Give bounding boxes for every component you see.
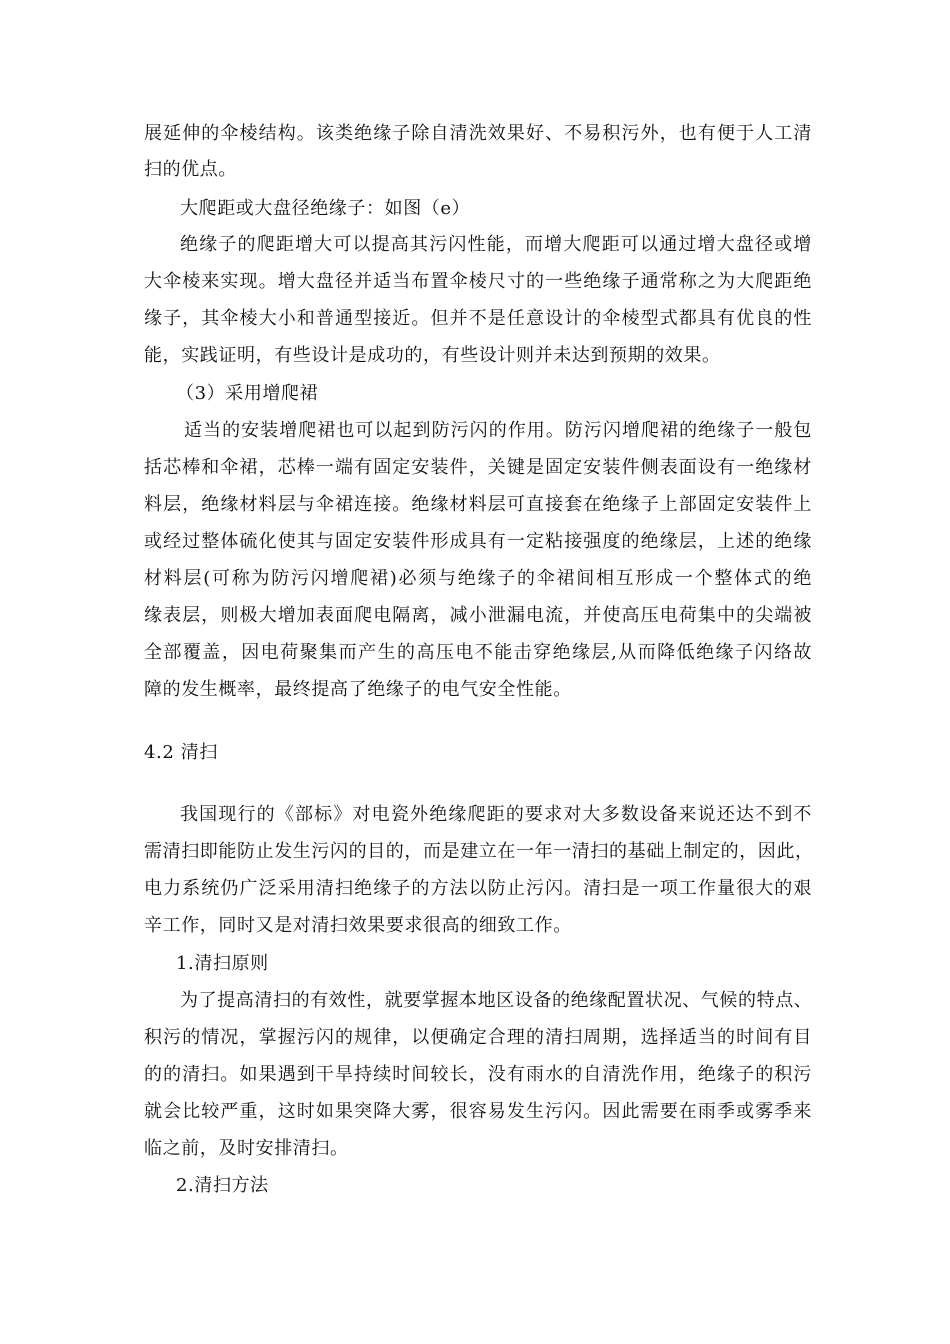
paragraph-line: 扫的优点。 (144, 159, 237, 180)
paragraph-line: 料层，绝缘材料层与伞裙连接。绝缘材料层可直接套在绝缘子上部固定安装件上 (144, 494, 812, 515)
paragraph-line: 展延伸的伞棱结构。该类绝缘子除自清洗效果好、不易积污外，也有便于人工清 (144, 123, 812, 144)
paragraph-line: 我国现行的《部标》对电瓷外绝缘爬距的要求对大多数设备来说还达不到不 (180, 804, 812, 825)
paragraph-line: 绝缘子的爬距增大可以提高其污闪性能，而增大爬距可以通过增大盘径或增 (180, 234, 812, 255)
paragraph-line: 适当的安装增爬裙也可以起到防污闪的作用。防污闪增爬裙的绝缘子一般包 (184, 420, 812, 441)
paragraph-line: 辛工作，同时又是对清扫效果要求很高的细致工作。 (144, 915, 572, 936)
paragraph-line: 障的发生概率，最终提高了绝缘子的电气安全性能。 (144, 679, 572, 700)
paragraph-line: 缘子，其伞棱大小和普通型接近。但并不是任意设计的伞棱型式都具有优良的性 (144, 308, 812, 329)
paragraph-line: 能，实践证明，有些设计是成功的，有些设计则并未达到预期的效果。 (144, 345, 721, 366)
paragraph-line: 缘表层，则极大增加表面爬电隔离，减小泄漏电流，并使高压电荷集中的尖端被 (144, 605, 812, 626)
paragraph-line: 或经过整体硫化使其与固定安装件形成具有一定粘接强度的绝缘层，上述的绝缘 (144, 531, 812, 552)
section-heading: 4.2 清扫 (144, 742, 218, 763)
subheading-cleaning-principle: 1.清扫原则 (176, 953, 269, 974)
paragraph-line: 的的清扫。如果遇到干旱持续时间较长，没有雨水的自清洗作用，绝缘子的积污 (144, 1064, 812, 1085)
paragraph-line: 临之前，及时安排清扫。 (144, 1138, 349, 1159)
paragraph-line: 全部覆盖，因电荷聚集而产生的高压电不能击穿绝缘层,从而降低绝缘子闪络故 (144, 642, 812, 663)
paragraph-line: 材料层(可称为防污闪增爬裙)必须与绝缘子的伞裙间相互形成一个整体式的绝 (144, 568, 812, 589)
paragraph-line: 积污的情况，掌握污闪的规律，以便确定合理的清扫周期，选择适当的时间有目 (144, 1027, 812, 1048)
subheading-booster-shed: （3）采用增爬裙 (176, 383, 319, 404)
paragraph-line: 括芯棒和伞裙，芯棒一端有固定安装件，关键是固定安装件侧表面设有一绝缘材 (144, 457, 812, 478)
paragraph-line: 电力系统仍广泛采用清扫绝缘子的方法以防止污闪。清扫是一项工作量很大的艰 (144, 878, 812, 899)
paragraph-line: 为了提高清扫的有效性，就要掌握本地区设备的绝缘配置状况、气候的特点、 (180, 990, 813, 1011)
paragraph-line: 需清扫即能防止发生污闪的目的，而是建立在一年一清扫的基础上制定的，因此， (144, 841, 814, 862)
paragraph-line: 就会比较严重，这时如果突降大雾，很容易发生污闪。因此需要在雨季或雾季来 (144, 1101, 812, 1122)
paragraph-line: 大伞棱来实现。增大盘径并适当布置伞棱尺寸的一些绝缘子通常称之为大爬距绝 (144, 271, 812, 292)
subheading-large-creepage: 大爬距或大盘径绝缘子：如图（e） (180, 198, 471, 219)
subheading-cleaning-method: 2.清扫方法 (176, 1175, 269, 1196)
